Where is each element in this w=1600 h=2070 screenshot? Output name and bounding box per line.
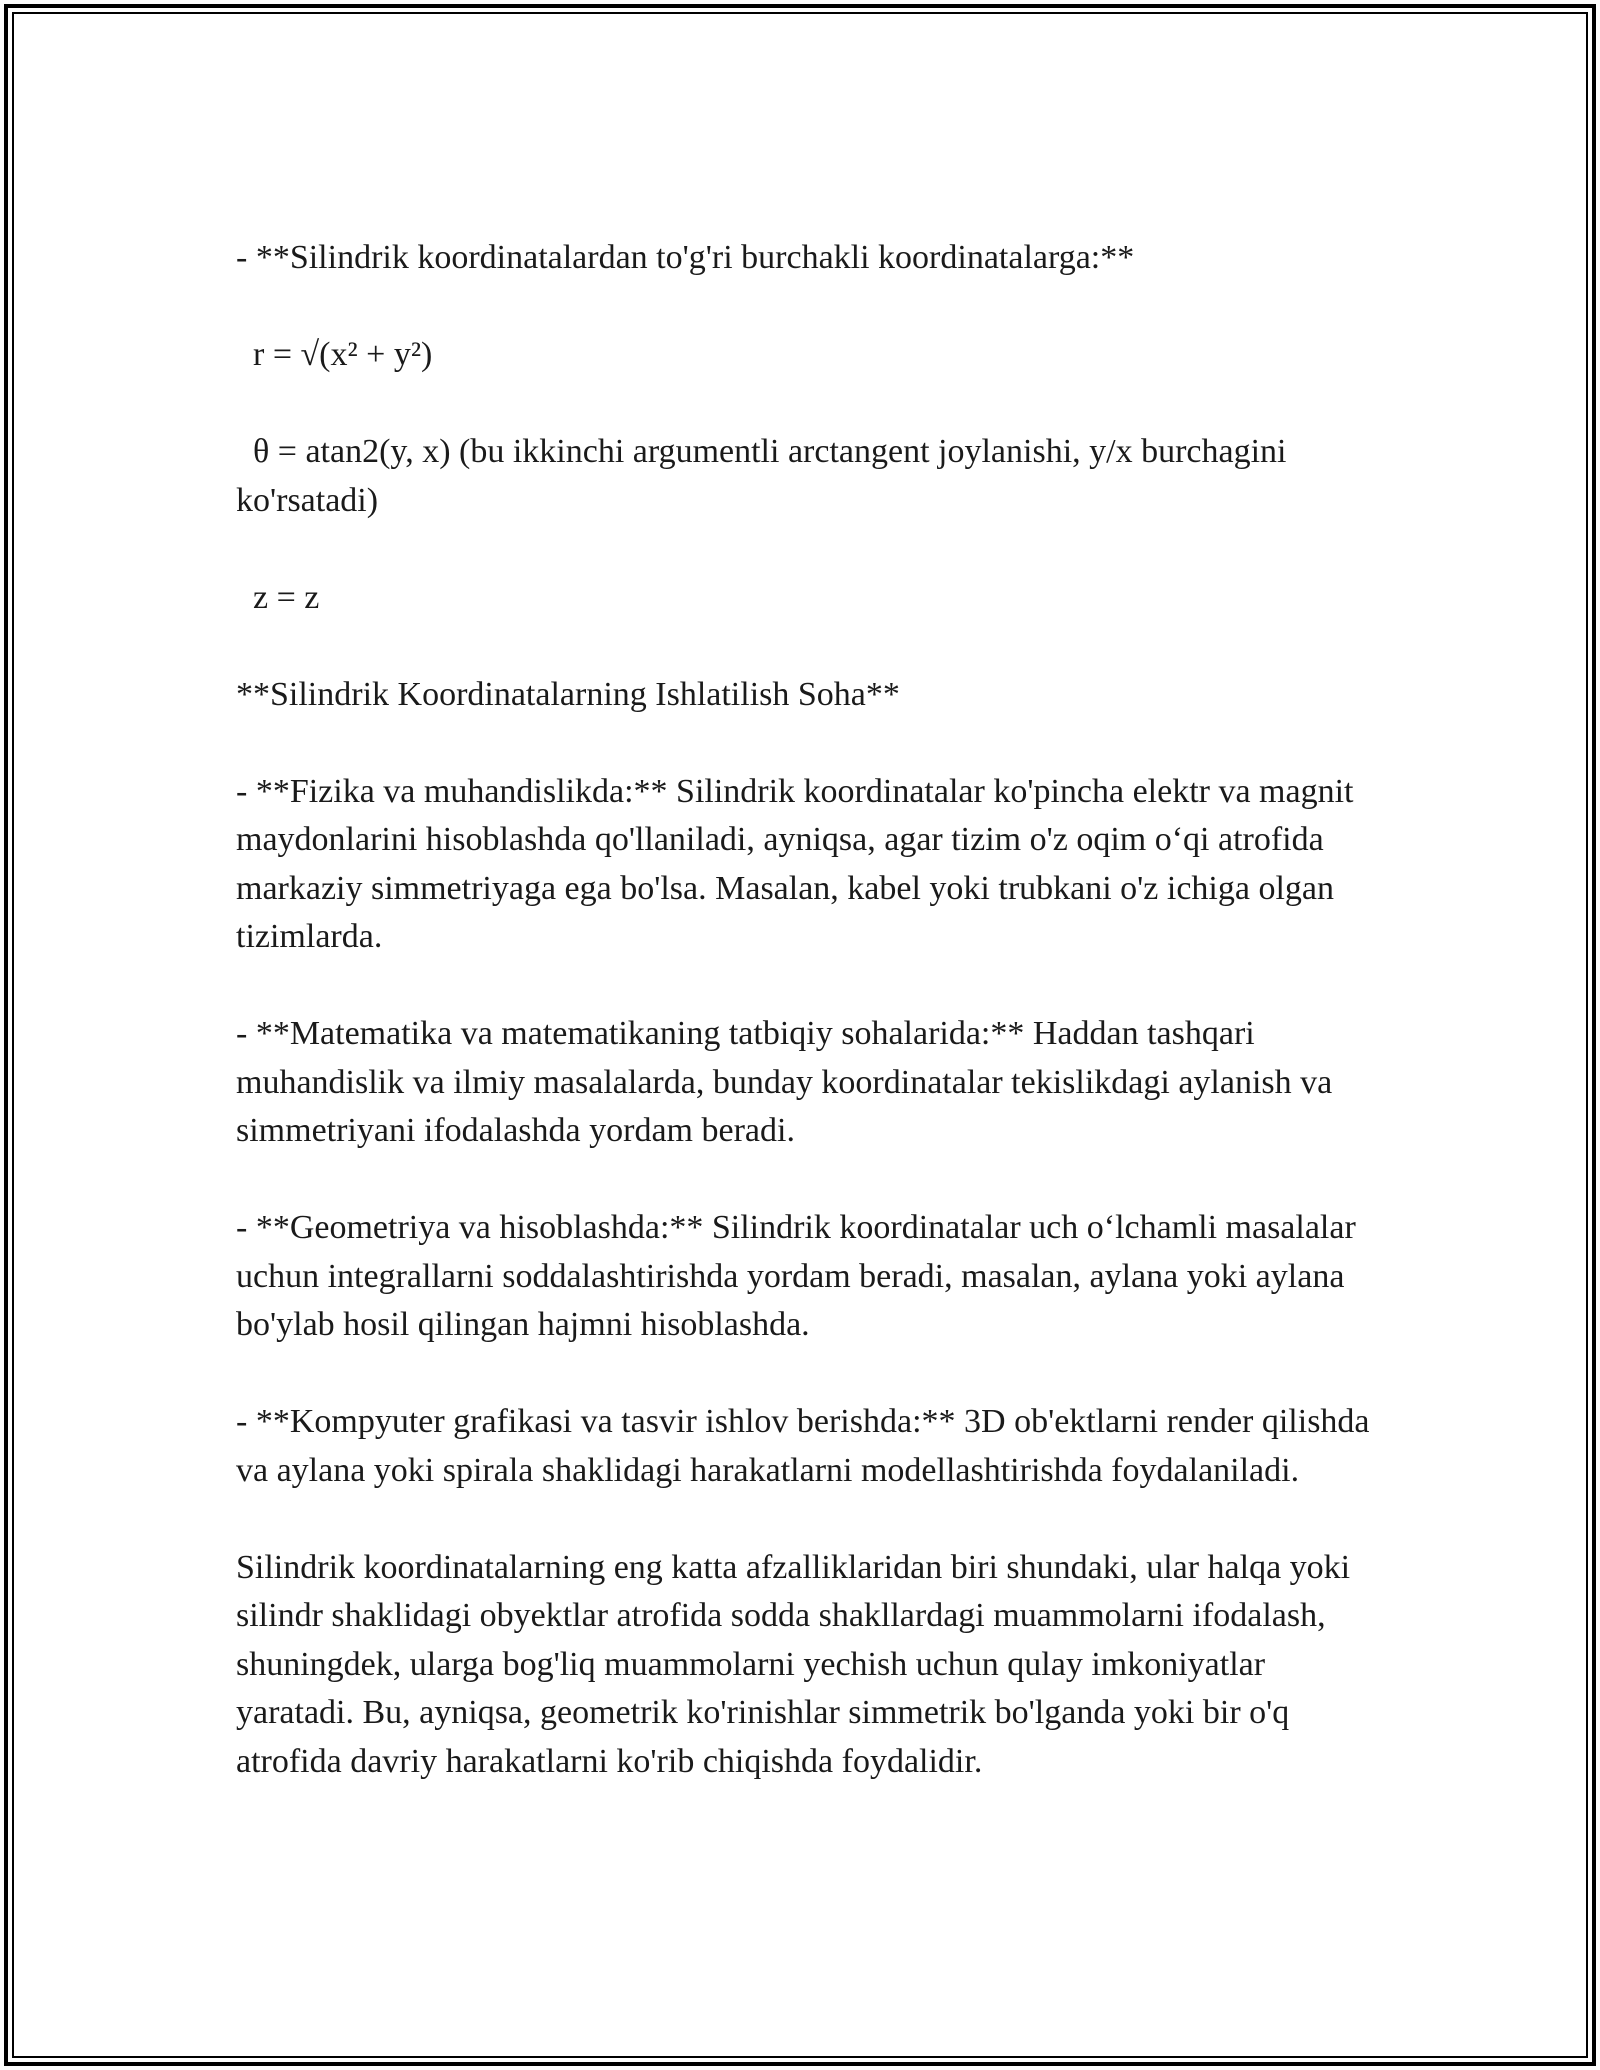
bullet-physics: - **Fizika va muhandislikda:** Silindrik koordinatalar ko'pincha elektr va magnit maydonlarini hisoblashda qo'llaniladi, ayniqsa, agar tizim o'z oqim o‘qi atrofida markaziy simmetriyaga ega bo'lsa. Masalan, kabel yoki trubkani o'z ichiga olgan tizimlarda.	[236, 772, 1362, 955]
formula-z: z = z	[236, 578, 320, 616]
bullet-geometry: - **Geometriya va hisoblashda:** Silindrik koordinatalar uch o‘lchamli masalalar uchun integrallarni soddalashtirishda yordam beradi, masalan, aylana yoki aylana bo'ylab hosil qilingan hajmni hisoblashda.	[236, 1209, 1365, 1343]
bullet-computer-graphics: - **Kompyuter grafikasi va tasvir ishlov berishda:** 3D ob'ektlarni render qilishda va aylana yoki spirala shaklidagi harakatlarni modellashtirishda foydalaniladi.	[236, 1403, 1379, 1489]
formula-r: r = √(x² + y²)	[236, 336, 433, 373]
document-body	[236, 234, 1379, 1786]
conversion-heading: - **Silindrik koordinatalardan to'g'ri burchakli koordinatalarga:**	[236, 239, 1135, 276]
bullet-mathematics: - **Matematika va matematikaning tatbiqiy sohalarida:** Haddan tashqari muhandislik va ilmiy masalalarda, bunday koordinatalar tekislikdagi aylanish va simmetriyani ifodalashda yordam beradi.	[236, 1015, 1341, 1149]
section-heading: **Silindrik Koordinatalarning Ishlatilish Soha**	[236, 675, 900, 713]
conclusion-paragraph: Silindrik koordinatalarning eng katta afzalliklaridan biri shundaki, ular halqa yoki silindr shaklidagi obyektlar atrofida sodda shakllardagi muammolarni ifodalash, shuningdek, ularga bog'liq muammolarni yechish uchun qulay imkoniyatlar yaratadi. Bu, ayniqsa, geometrik ko'rinishlar simmetrik bo'lganda yoki bir o'q atrofida davriy harakatlarni ko'rib chiqishda foydalidir.	[236, 1548, 1359, 1780]
formula-theta: θ = atan2(y, x) (bu ikkinchi argumentli arctangent joylanishi, y/x burchagini ko'rsatadi)	[236, 433, 1295, 519]
